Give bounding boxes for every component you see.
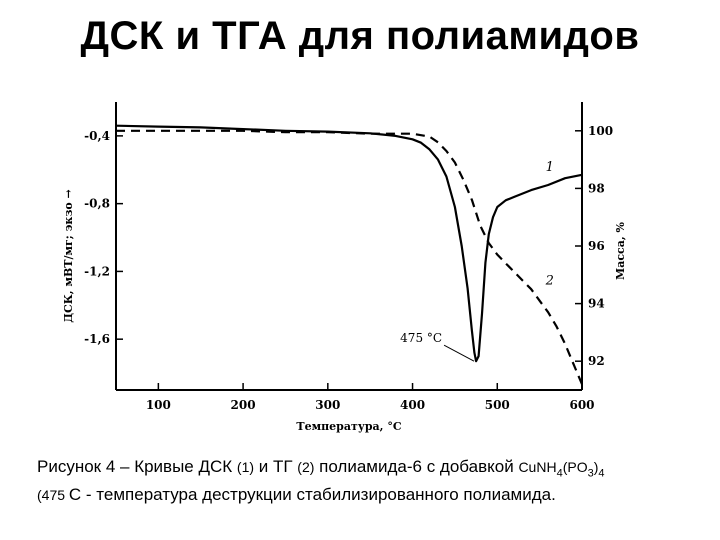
caption-text: полиамида-6 с добавкой bbox=[314, 457, 519, 476]
caption-formula: ) bbox=[593, 459, 599, 475]
x-tick-label: 600 bbox=[569, 398, 595, 412]
caption-formula: CuNH bbox=[518, 459, 557, 475]
caption-curve-1-ref: (1) bbox=[236, 459, 255, 475]
caption-text: Рисунок 4 – Кривые ДСК bbox=[37, 457, 237, 476]
y-right-tick-label: 98 bbox=[588, 181, 605, 196]
peak-annotation-pointer bbox=[444, 345, 474, 361]
caption-formula-sub: 4 bbox=[556, 467, 563, 480]
peak-annotation-label: 475 °С bbox=[400, 331, 443, 346]
caption-temperature: (475 bbox=[37, 487, 69, 504]
series-2-line bbox=[116, 131, 582, 384]
caption-formula-sub: 4 bbox=[598, 467, 605, 480]
series-1-label: 1 bbox=[545, 160, 554, 176]
y-left-axis-title: ДСК, мВТ/мг; экзо → bbox=[62, 189, 75, 323]
x-tick-label: 200 bbox=[230, 398, 256, 412]
caption-curve-2-ref: (2) bbox=[297, 459, 315, 475]
x-tick-label: 300 bbox=[315, 398, 341, 412]
y-left-tick-label: -0,4 bbox=[84, 128, 110, 143]
series-2-label: 2 bbox=[545, 273, 554, 289]
caption-text: С - температура деструкции стабилизированного полиамида. bbox=[68, 485, 556, 505]
y-left-tick-label: -1,6 bbox=[84, 332, 110, 347]
y-right-axis-title: Масса, % bbox=[614, 222, 627, 280]
x-tick-label: 500 bbox=[484, 398, 510, 412]
caption-formula-sub: 3 bbox=[587, 467, 594, 480]
caption-text: и ТГ bbox=[254, 457, 298, 476]
y-right-tick-label: 96 bbox=[588, 239, 605, 253]
series-1-line bbox=[116, 126, 582, 362]
slide-title: ДСК и ТГА для полиамидов bbox=[80, 14, 640, 58]
y-right-tick-label: 100 bbox=[588, 123, 614, 138]
x-tick-label: 400 bbox=[400, 398, 426, 412]
y-right-tick-label: 94 bbox=[588, 296, 605, 311]
caption-formula: (PO bbox=[562, 459, 588, 475]
caption-line-2 bbox=[37, 484, 707, 506]
figure-caption bbox=[37, 456, 707, 506]
caption-line-1 bbox=[37, 456, 707, 484]
x-axis-title: Температура, °С bbox=[296, 420, 402, 433]
x-tick-label: 100 bbox=[145, 398, 171, 412]
y-right-tick-label: 92 bbox=[588, 354, 605, 369]
y-left-tick-label: -0,8 bbox=[84, 196, 110, 211]
y-left-tick-label: -1,2 bbox=[84, 264, 110, 279]
